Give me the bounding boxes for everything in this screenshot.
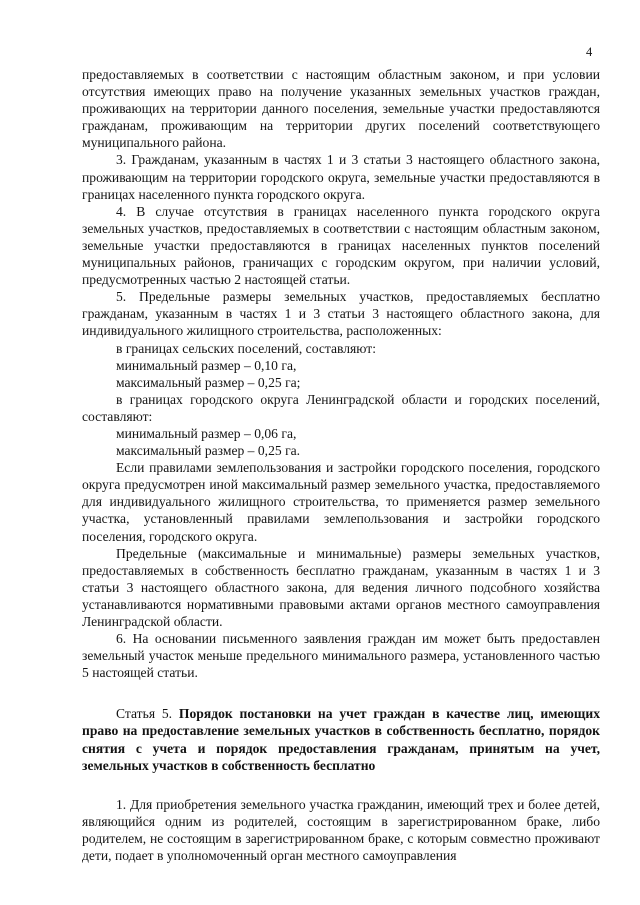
article-5-heading bbox=[82, 705, 600, 773]
paragraph-rural-min-size: минимальный размер – 0,10 га, bbox=[116, 357, 297, 373]
paragraph-part-3: 3. Гражданам, указанным в частях 1 и 3 статьи 3 настоящего областного закона, проживающим на территории городского округа, земельные участки предоставляются в границах населенного пункта городского округа. bbox=[82, 152, 600, 202]
page-number: 4 bbox=[586, 45, 593, 59]
paragraph-land-use-rules: Если правилами землепользования и застройки городского поселения, городского округа предусмотрен иной максимальный размер земельного участка, предоставляемого для индивидуального жилищного строительства, то применяется размер земельного участка, установленный правилами землепользования и застройки городского поселения, городского округа. bbox=[82, 460, 600, 544]
document-body bbox=[82, 66, 600, 864]
article-5-title: Порядок постановки на учет граждан в качестве лиц, имеющих право на предоставление земельных участков в собственность бесплатно, порядок снятия с учета и порядок предоставления гражданам, принятым на учет, земельных участков в собственность бесплатно bbox=[82, 706, 600, 773]
paragraph-subsidiary-farming: Предельные (максимальные и минимальные) размеры земельных участков, предоставляемых в собственность бесплатно гражданам, указанным в частях 1 и 3 статьи 3 настоящего областного закона, для ведения личного подсобного хозяйства устанавливаются нормативными правовыми актами органов местного самоуправления Ленинградской области. bbox=[82, 545, 600, 629]
paragraph-rural-settlements: в границах сельских поселений, составляют: bbox=[116, 340, 376, 356]
paragraph-rural-max-size: максимальный размер – 0,25 га; bbox=[116, 374, 301, 390]
paragraph-part-4: 4. В случае отсутствия в границах населенного пункта городского округа земельных участков, предоставляемых в соответствии с настоящим областным законом, земельные участки предоставляются в границах населенных пунктов поселений муниципальных районов, граничащих с городским округом, при наличии условий, предусмотренных частью 2 настоящей статьи. bbox=[82, 203, 600, 288]
paragraph-part-5: 5. Предельные размеры земельных участков, предоставляемых бесплатно гражданам, указанным в частях 1 и 3 статьи 3 настоящего областного закона, для индивидуального жилищного строительства, расположенных: bbox=[82, 289, 600, 339]
article-5-label: Статья 5. bbox=[116, 706, 179, 722]
paragraph-continuation: предоставляемых в соответствии с настоящим областным законом, и при условии отсутствия имеющих право на получение указанных земельных участков граждан, проживающих на территории данного поселения, земельные участки предоставляются гражданам, проживающим на территории других поселений соответствующего муниципального района. bbox=[82, 67, 600, 151]
article-5-paragraph-1: 1. Для приобретения земельного участка гражданин, имеющий трех и более детей, являющийся одним из родителей, состоящим в зарегистрированном браке, либо родителем, не состоящим в зарегистрированном браке, с которым совместно проживают дети, подает в уполномоченный орган местного самоуправления bbox=[82, 796, 600, 864]
paragraph-urban-max-size: максимальный размер – 0,25 га. bbox=[116, 443, 301, 459]
paragraph-urban-min-size: минимальный размер – 0,06 га, bbox=[116, 425, 297, 441]
paragraph-urban-settlements: в границах городского округа Ленинградской области и городских поселений, составляют: bbox=[82, 391, 600, 424]
paragraph-part-6: 6. На основании письменного заявления граждан им может быть предоставлен земельный участок меньше предельного минимального размера, установленного частью 5 настоящей статьи. bbox=[82, 631, 600, 681]
